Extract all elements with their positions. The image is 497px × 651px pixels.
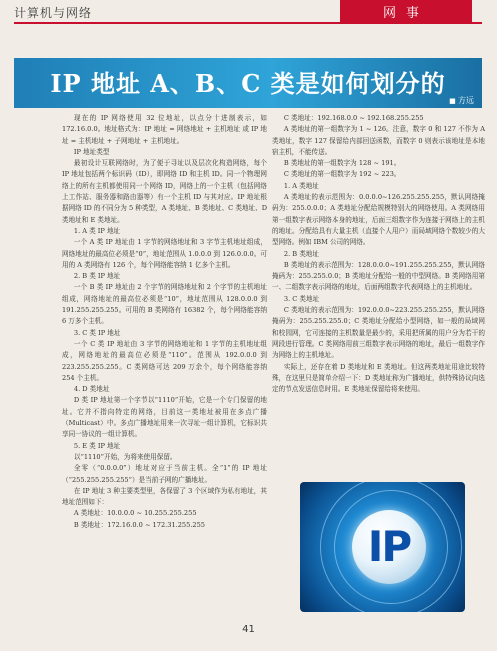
page-header xyxy=(0,0,497,24)
section-heading: 1. A 类地址 xyxy=(283,181,319,190)
paragraph: 最初设计互联网络时，为了便于寻址以及层次化构造网络，每个 IP 地址包括两个标识码（ID），即网络 ID 和主机 ID。同一个物理网络上的所有主机都使用同一个网络 ID，网络上的一个主机（包括网络上工作站、服务器和路由器等）有一个主机 ID 与其对应。IP 地址根据网络 ID 的不同分为 5 种类型，A 类地址、B 类地址、C 类地址、D 类地址和 E 类地址。 xyxy=(62,159,267,224)
page-number: 41 xyxy=(242,624,255,635)
paragraph: C 类地址的第一组数字为 192 ~ 223。 xyxy=(283,170,401,179)
section-badge: 网事 xyxy=(340,0,472,22)
paragraph: C 类地址的表示范围为：192.0.0.0~223.255.255.255，默认网络掩码为：255.255.255.0；C 类地址分配给小型网络，如一般的局域网和校园网，它可连接的主机数量是最少的，采用把所属的用户分为若干的网段进行管理。C 类网络用前三组数字表示网络的地址，最后一组数字作为网络上的主机地址。 xyxy=(272,306,485,360)
paragraph: 实际上，还存在着 D 类地址和 E 类地址。但这两类地址用途比较特殊，在这里只是简单介绍一下：D 类地址称为广播地址，供特殊协议向选定的节点发送信息时用。E 类地址保留给将来使用。 xyxy=(272,362,485,394)
paragraph: 一个 B 类 IP 地址由 2 个字节的网络地址和 2 个字节的主机地址组成，网络地址的最高位必须是“10”，地址范围从 128.0.0.0 到 191.255.255.255。可用的 B 类网络有 16382 个，每个网络能容纳 6 万多个主机。 xyxy=(62,283,267,326)
left-column xyxy=(62,113,267,531)
paragraph: B 类地址：172.16.0.0 ~ 172.31.255.255 xyxy=(73,520,205,529)
section-heading: 3. C 类 IP 地址 xyxy=(73,328,121,337)
paragraph: 以“1110”开始，为将来使用保留。 xyxy=(73,452,177,461)
paragraph: 全零（“0.0.0.0”）地址对应于当前主机。全“1”的 IP 地址（“255.255.255.255”）是当前子网的广播地址。 xyxy=(62,464,267,484)
ip-label: IP xyxy=(367,522,411,571)
section-label: 计算机与网络 xyxy=(14,6,93,20)
section-heading: 1. A 类 IP 地址 xyxy=(73,226,121,235)
title-banner xyxy=(14,58,482,108)
paragraph: B 类地址的第一组数字为 128 ~ 191。 xyxy=(283,159,401,168)
section-heading: 2. B 类 IP 地址 xyxy=(73,272,121,281)
article-title: IP 地址 A、B、C 类是如何划分的 xyxy=(50,69,446,98)
paragraph: C 类地址：192.168.0.0 ~ 192.168.255.255 xyxy=(283,114,424,122)
ip-illustration xyxy=(300,482,465,612)
section-heading: IP 地址类型 xyxy=(73,147,110,156)
paragraph: A 类地址：10.0.0.0 ~ 10.255.255.255 xyxy=(73,509,197,518)
section-heading: 5. E 类 IP 地址 xyxy=(73,441,121,450)
header-rule xyxy=(14,22,482,24)
paragraph: D 类 IP 地址第一个字节以“1110”开始，它是一个专门保留的地址。它并不指向特定的网络，目前这一类地址被用在多点广播（Multicast）中。多点广播地址用来一次寻址一组计算机，它标识共享同一协议的一组计算机。 xyxy=(62,396,267,439)
paragraph: 一个 C 类 IP 地址由 3 字节的网络地址和 1 字节的主机地址组成，网络地址的最高位必须是“110”。范围从 192.0.0.0 到 223.255.255.255。C 类网络可达 209 万余个，每个网络能容纳 254 个主机。 xyxy=(62,339,267,382)
paragraph: A 类地址的表示范围为：0.0.0.0~126.255.255.255，默认网络掩码为：255.0.0.0；A 类地址分配给规模特别大的网络使用。A 类网络用第一组数字表示网络本身的地址，后面三组数字作为连接于网络上的主机的地址。分配给具有大量主机（直接个人用户）而局域网络个数较少的大型网络。例如 IBM 公司的网络。 xyxy=(272,193,485,247)
section-heading: 4. D 类地址 xyxy=(73,385,110,394)
section-heading: 3. C 类地址 xyxy=(283,294,320,303)
paragraph: A 类地址的第一组数字为 1 ~ 126。注意，数字 0 和 127 不作为 A 类地址，数字 127 保留给内部回送函数，而数字 0 则表示该地址是本地宿主机，不能传送。 xyxy=(272,125,485,156)
paragraph: 在 IP 地址 3 种主要类型里，各保留了 3 个区域作为私有地址，其地址范围如下： xyxy=(62,486,267,507)
paragraph: 现在的 IP 网络使用 32 位地址，以点分十进制表示，如 172.16.0.0。地址格式为：IP 地址 = 网络地址 + 主机地址 或 IP 地址 = 主机地址 + 子网地址 + 主机地址。 xyxy=(62,114,267,145)
article-author: ■ 方远 xyxy=(449,95,474,106)
paragraph: B 类地址的表示范围为：128.0.0.0~191.255.255.255，默认网络掩码为：255.255.0.0；B 类地址分配给一般的中型网络。B 类网络用第一、二组数字表示网络的地址，后面两组数字代表网络上的主机地址。 xyxy=(272,260,485,292)
right-column xyxy=(272,113,485,395)
paragraph: 一个 A 类 IP 地址由 1 字节的网络地址和 3 字节主机地址组成，网络地址的最高位必须是“0”，地址范围从 1.0.0.0 到 126.0.0.0。可用的 A 类网络有 126 个，每个网络能容纳 1 亿多个主机。 xyxy=(62,238,267,269)
section-heading: 2. B 类地址 xyxy=(283,249,319,258)
